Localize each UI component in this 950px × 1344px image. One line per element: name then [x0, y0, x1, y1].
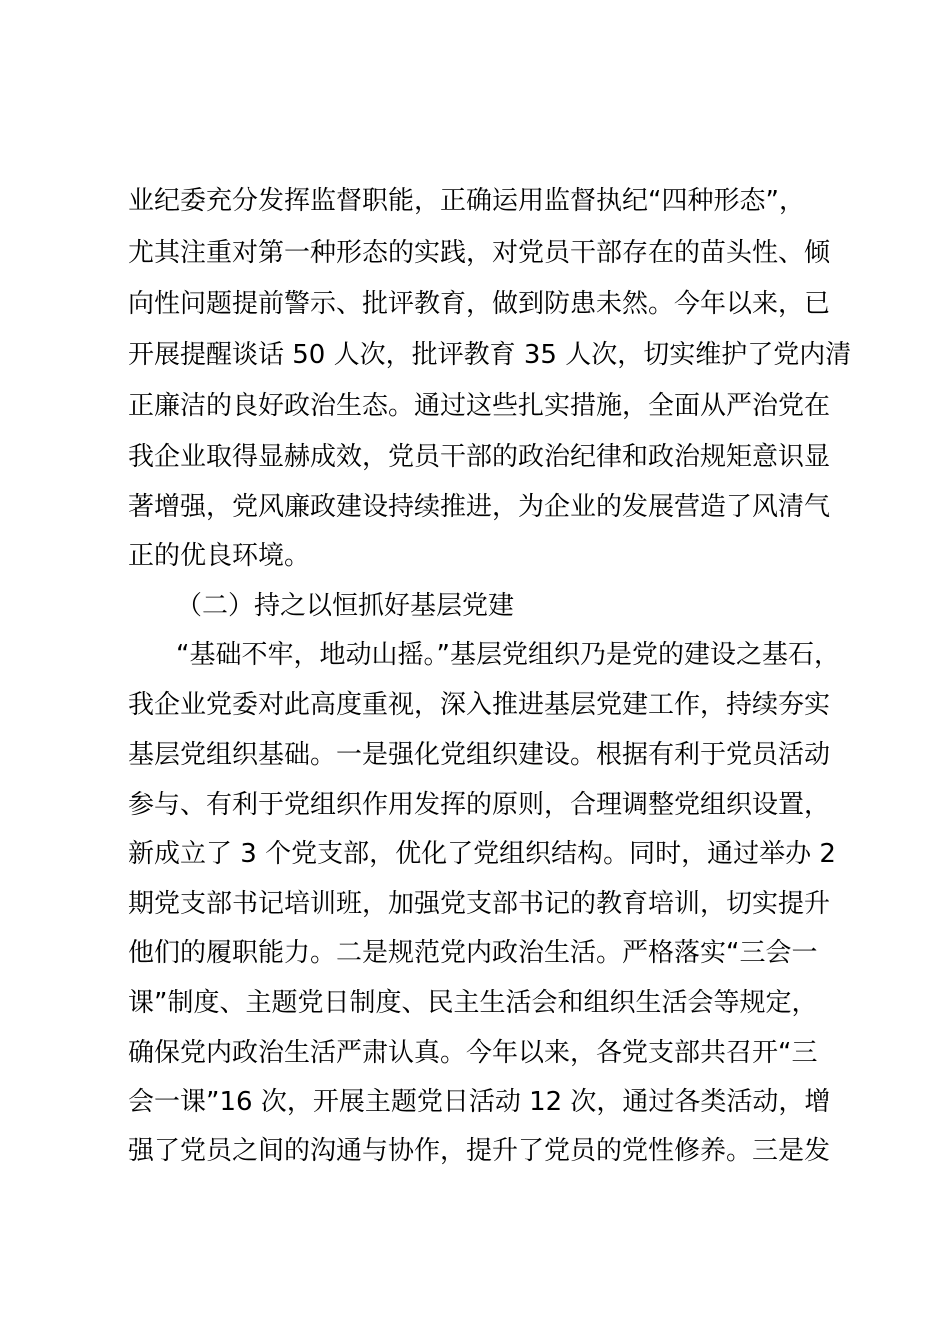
- body-text-line: 他们的履职能力。二是规范党内政治生活。严格落实“三会一: [128, 938, 818, 968]
- body-text-line: 新成立了 3 个党支部，优化了党组织结构。同时，通过举办 2: [128, 839, 836, 869]
- body-text-line: 期党支部书记培训班，加强党支部书记的教育培训，切实提升: [128, 889, 831, 919]
- section-heading: （二）持之以恒抓好基层党建: [176, 591, 515, 621]
- body-text-line: 我企业取得显赫成效，党员干部的政治纪律和政治规矩意识显: [128, 442, 831, 472]
- body-text-line: 基层党组织基础。一是强化党组织建设。根据有利于党员活动: [128, 740, 831, 770]
- body-text-line: 业纪委充分发挥监督职能，正确运用监督执纪“四种形态”，: [128, 186, 805, 216]
- body-text-line: 强了党员之间的沟通与协作，提升了党员的党性修养。三是发: [128, 1136, 831, 1166]
- body-text-line: 正的优良环境。: [128, 541, 311, 571]
- body-text-line: 课”制度、主题党日制度、民主生活会和组织生活会等规定，: [128, 988, 818, 1018]
- body-text-line: 开展提醒谈话 50 人次，批评教育 35 人次，切实维护了党内清: [128, 340, 852, 370]
- body-text-line: 我企业党委对此高度重视，深入推进基层党建工作，持续夯实: [128, 690, 831, 720]
- body-text-line: 参与、有利于党组织作用发挥的原则，合理调整党组织设置，: [128, 790, 831, 820]
- body-text-line: 尤其注重对第一种形态的实践，对党员干部存在的苗头性、倾: [128, 238, 831, 268]
- body-text-line: 著增强，党风廉政建设持续推进，为企业的发展营造了风清气: [128, 492, 831, 522]
- body-text-line: 会一课”16 次，开展主题党日活动 12 次，通过各类活动，增: [128, 1087, 831, 1117]
- body-text-line: “基础不牢，地动山摇。”基层党组织乃是党的建设之基石，: [176, 640, 840, 670]
- body-text-line: 确保党内政治生活严肃认真。今年以来，各党支部共召开“三: [128, 1038, 818, 1068]
- body-text-line: 向性问题提前警示、批评教育，做到防患未然。今年以来，已: [128, 289, 831, 319]
- body-text-line: 正廉洁的良好政治生态。通过这些扎实措施，全面从严治党在: [128, 391, 831, 421]
